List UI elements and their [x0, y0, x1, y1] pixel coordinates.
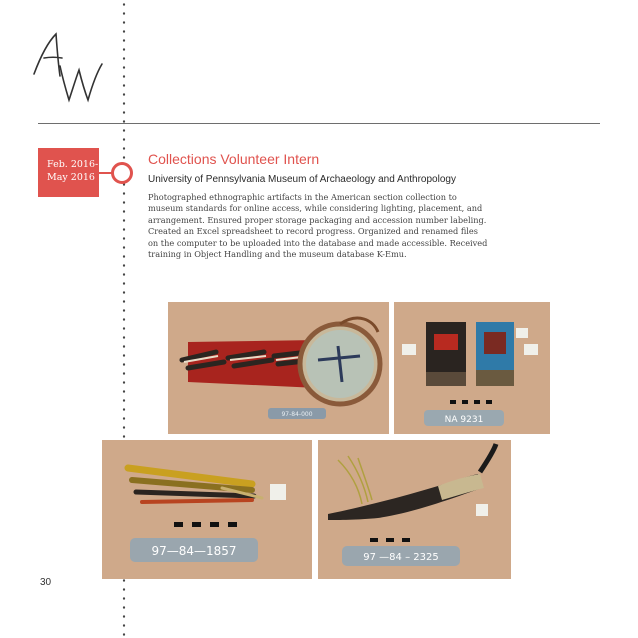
catalog-label: 97-84-000 [281, 411, 313, 418]
description-line: museum standards for online access, while considering lighting, placement, and [148, 203, 483, 214]
description-line: Photographed ethnographic artifacts in the American section collection to [148, 192, 457, 202]
date-start: Feb. 2016- [47, 159, 99, 170]
artifact-photo-horn [318, 440, 511, 579]
artifact-photo-feathers [102, 440, 312, 579]
catalog-label: 97 —84 – 2325 [363, 552, 439, 563]
description-line: arrangement. Ensured proper storage packaging and accession number labeling. [148, 214, 487, 225]
monogram-logo [30, 28, 120, 108]
job-description [148, 192, 538, 260]
job-title: Collections Volunteer Intern [148, 151, 320, 167]
description-line: Created an Excel spreadsheet to record progress. Organized and renamed files [148, 226, 478, 237]
catalog-label: 97—84—1857 [151, 544, 237, 558]
artifact-photo-bags [394, 302, 550, 434]
artifact-photo-shield [168, 302, 389, 434]
date-end: May 2016 [47, 172, 95, 183]
catalog-label: NA 9231 [444, 415, 484, 425]
page-number: 30 [40, 577, 52, 588]
description-line: on the computer to be uploaded into the database and made accessible. Received [148, 237, 488, 248]
description-line: training in Object Handling and the museum database K-Emu. [148, 249, 407, 260]
date-range-badge [38, 148, 99, 197]
aw-monogram-icon [30, 28, 120, 108]
timeline-node [111, 162, 133, 184]
header-divider [38, 123, 600, 124]
organization-name: University of Pennsylvania Museum of Archaeology and Anthropology [148, 174, 456, 185]
